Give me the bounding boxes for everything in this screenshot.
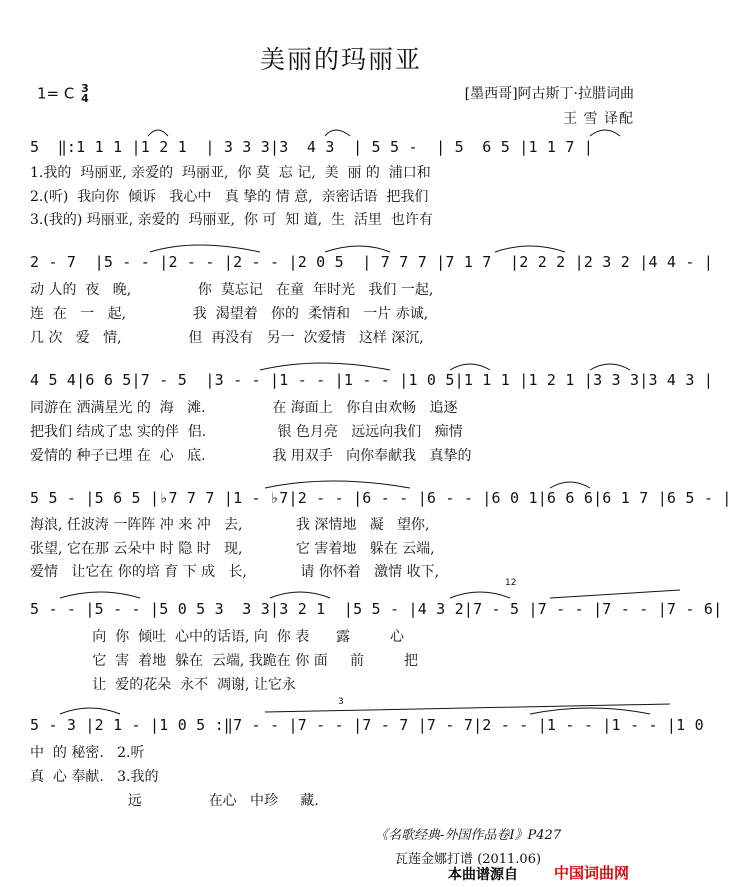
notation-line: 2 - 7 |5 - - |2 - - |2 - - |2 0 5 | 7 7 7 |7 1 7 |2 2 2 |2 3 2 |4 4 - | (30, 253, 714, 271)
lyric-verse-1: 海浪, 任波涛 一阵阵 冲 来 冲 去, 我 深情地 凝 望你, (30, 517, 430, 533)
notation-line: 5 - - |5 - - |5 0 5 3 3 3|3 2 1 |5 5 - |4 3 2|7 - 5 |7 - - |7 - - |7 - 6| (30, 600, 723, 618)
notation-line: 5 5 - |5 6 5 |♭7 7 7 |1 - ♭7|2 - - |6 - - |6 - - |6 0 1|6 6 6|6 1 7 |6 5 - | (30, 489, 732, 507)
key-label: 1= C (37, 84, 75, 103)
lyric-verse-1: 中 的 秘密. 2.听 (30, 745, 145, 761)
key-signature (37, 84, 89, 104)
lyric-verse-3: 爱情的 种子已埋 在 心 底. 我 用双手 向你奉献我 真挚的 (30, 448, 472, 464)
composer-credit: [墨西哥]阿古斯丁·拉腊词曲 (464, 86, 634, 102)
lyric-verse-2: 张望, 它在那 云朵中 时 隐 时 现, 它 害着地 躲在 云端, (30, 541, 435, 557)
lyric-verse-1: 同游在 洒满星光 的 海 滩. 在 海面上 你自由欢畅 追逐 (30, 400, 458, 416)
watermark-source-label: 本曲谱源自 (448, 867, 518, 883)
notation-line: 5 - 3 |2 1 - |1 0 5 :‖7 - - |7 - - |7 - 7 |7 - 7|2 - - |1 - - |1 - - |1 0 (30, 716, 704, 734)
lyric-verse-1: 1.我的 玛丽亚, 亲爱的 玛丽亚, 你 莫 忘 记, 美 丽 的 浦口和 (30, 165, 431, 181)
lyric-verse-2: 2.(听) 我向你 倾诉 我心中 真 挚的 情 意, 亲密话语 把我们 (30, 189, 429, 205)
lyric-verse-3: 爱情 让它在 你的培 育 下 成 长, 请 你怀着 激情 收下, (30, 564, 440, 580)
page-title: 美丽的玛丽亚 (259, 45, 422, 74)
time-sig-top: 3 (81, 82, 89, 95)
lyric-verse-3: 远 在心 中珍 藏. (30, 793, 319, 809)
arranger-credit: 王 雪 译配 (563, 111, 634, 127)
time-sig-bottom: 4 (81, 92, 89, 105)
lyric-verse-1: 动 人的 夜 晚, 你 莫忘记 在童 年时光 我们 一起, (30, 282, 434, 298)
notation-line: 4 5 4|6 6 5|7 - 5 |3 - - |1 - - |1 - - |1 0 5|1 1 1 |1 2 1 |3 3 3|3 4 3 | (30, 371, 714, 389)
watermark-site-name[interactable]: 中国词曲网 (554, 864, 630, 882)
tuplet-number-3: 3 (338, 697, 344, 707)
time-signature (81, 84, 89, 104)
lyric-verse-3: 几 次 爱 情, 但 再没有 另一 次爱情 这样 深沉, (30, 330, 424, 346)
lyric-verse-2: 真 心 奉献. 3.我的 (30, 769, 159, 785)
typist-credit: 瓦莲金娜打谱 (2011.06) (395, 852, 542, 867)
tuplet-number-12: 12 (505, 578, 517, 588)
source-citation: 《名歌经典-外国作品卷Ⅰ》P427 (375, 828, 562, 843)
lyric-verse-2: 连 在 一 起, 我 渴望着 你的 柔情和 一片 赤诚, (30, 306, 429, 322)
lyric-verse-3: 让 爱的花朵 永不 凋谢, 让它永 (30, 677, 296, 693)
notation-line: 5 ‖:1 1 1 |1 2 1 | 3 3 3|3 4 3 | 5 5 - | 5 6 5 |1 1 7 | (30, 138, 594, 156)
lyric-verse-2: 它 害 着地 躲在 云端, 我跪在 你 面 前 把 (30, 653, 419, 669)
lyric-verse-3: 3.(我的) 玛丽亚, 亲爱的 玛丽亚, 你 可 知 道, 生 活里 也许有 (30, 212, 433, 228)
lyric-verse-1: 向 你 倾吐 心中的话语, 向 你 表 露 心 (30, 629, 405, 645)
lyric-verse-2: 把我们 结成了忠 实的伴 侣. 银 色月亮 远远向我们 痴情 (30, 424, 463, 440)
